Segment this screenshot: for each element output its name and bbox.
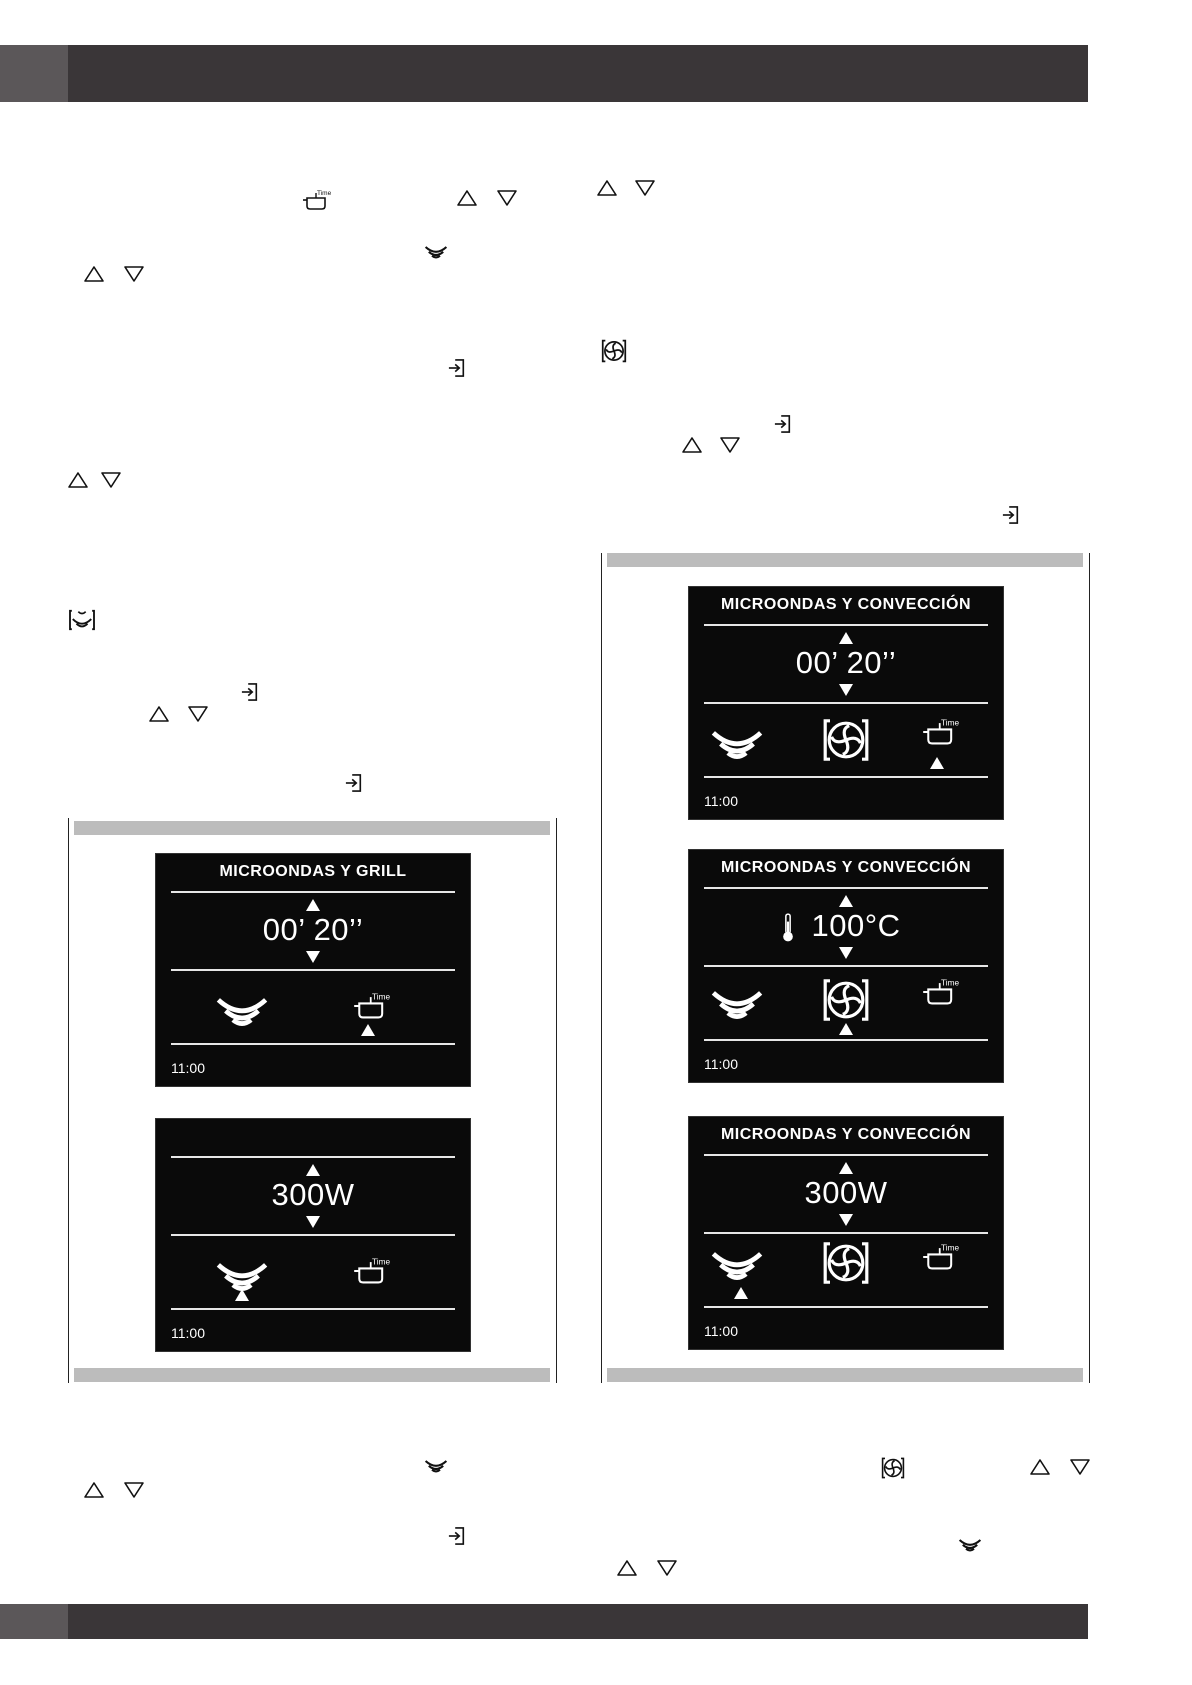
selection-arrow [235,1289,249,1301]
screen-value: 100°C [811,908,901,943]
up-triangle-icon [682,437,702,453]
convection-fan-icon [880,1456,906,1480]
screen-clock: 11:00 [171,1325,205,1341]
enter-icon [448,358,466,378]
screen-title: MICROONDAS Y CONVECCIÓN [720,596,972,613]
selection-arrow [930,757,944,769]
selection-arrow [361,1024,375,1036]
selection-arrow [839,1023,853,1035]
microwave-waves-icon [424,242,448,260]
time-pot-icon [921,978,961,1006]
microwave-waves-icon [958,1535,982,1553]
screen-title: MICROONDAS Y CONVECCIÓN [720,1126,972,1143]
up-triangle-icon [149,706,169,722]
down-triangle-icon [124,1482,144,1498]
convection-fan-icon [822,976,870,1024]
down-triangle-icon [188,706,208,722]
enter-icon [241,682,259,702]
up-triangle-icon [68,472,88,488]
enter-icon [448,1526,466,1546]
enter-icon [1002,505,1020,525]
screen-value: 00’ 20’’ [795,645,897,680]
screen-convection-temperature [689,850,1003,1082]
screen-title: MICROONDAS Y GRILL [219,863,407,880]
screen-clock: 11:00 [704,793,738,809]
convection-fan-icon [600,338,628,364]
time-pot-icon [302,189,332,211]
header-tab [0,45,68,102]
microwave-waves-icon [214,989,270,1029]
up-triangle-icon [597,180,617,196]
time-pot-icon [352,1257,392,1285]
screen-value: 00’ 20’’ [262,912,364,947]
down-triangle-icon [720,437,740,453]
value-down-arrow [839,947,853,959]
value-down-arrow [839,684,853,696]
time-pot-icon [921,1243,961,1271]
enter-icon [774,414,792,434]
up-triangle-icon [457,190,477,206]
up-triangle-icon [1030,1459,1050,1475]
down-triangle-icon [101,472,121,488]
figure-right-top-band [607,553,1083,567]
up-triangle-icon [617,1560,637,1576]
microwave-waves-icon [424,1456,448,1474]
down-triangle-icon [657,1560,677,1576]
enter-icon [345,773,363,793]
footer-bar [0,1604,1088,1639]
selection-arrow [734,1287,748,1299]
grill-waves-icon [68,608,96,632]
value-up-arrow [306,899,320,911]
screen-clock: 11:00 [704,1323,738,1339]
microwave-waves-icon [709,722,765,762]
microwave-waves-icon [709,1243,765,1283]
screen-clock: 11:00 [171,1060,205,1076]
value-up-arrow [839,632,853,644]
value-down-arrow [839,1214,853,1226]
convection-fan-icon [822,716,870,764]
footer-tab [0,1604,68,1639]
value-down-arrow [306,951,320,963]
header-bar [0,45,1088,102]
down-triangle-icon [1070,1459,1090,1475]
screen-value: 300W [271,1177,355,1212]
figure-right-bottom-band [607,1368,1083,1382]
microwave-waves-icon [214,1254,270,1294]
screen-clock: 11:00 [704,1056,738,1072]
figure-left-bottom-band [74,1368,550,1382]
down-triangle-icon [124,266,144,282]
screen-value: 300W [804,1175,888,1210]
value-up-arrow [839,895,853,907]
value-up-arrow [306,1164,320,1176]
time-pot-icon [352,992,392,1020]
screen-grill-time [156,854,470,1086]
value-up-arrow [839,1162,853,1174]
screen-convection-power [689,1117,1003,1349]
screen-grill-power [156,1119,470,1351]
time-pot-icon [921,718,961,746]
value-down-arrow [306,1216,320,1228]
convection-fan-icon [822,1239,870,1287]
screen-title: MICROONDAS Y CONVECCIÓN [720,859,972,876]
down-triangle-icon [497,190,517,206]
microwave-waves-icon [709,982,765,1022]
down-triangle-icon [635,180,655,196]
up-triangle-icon [84,266,104,282]
figure-left-top-band [74,821,550,835]
screen-convection-time [689,587,1003,819]
up-triangle-icon [84,1482,104,1498]
